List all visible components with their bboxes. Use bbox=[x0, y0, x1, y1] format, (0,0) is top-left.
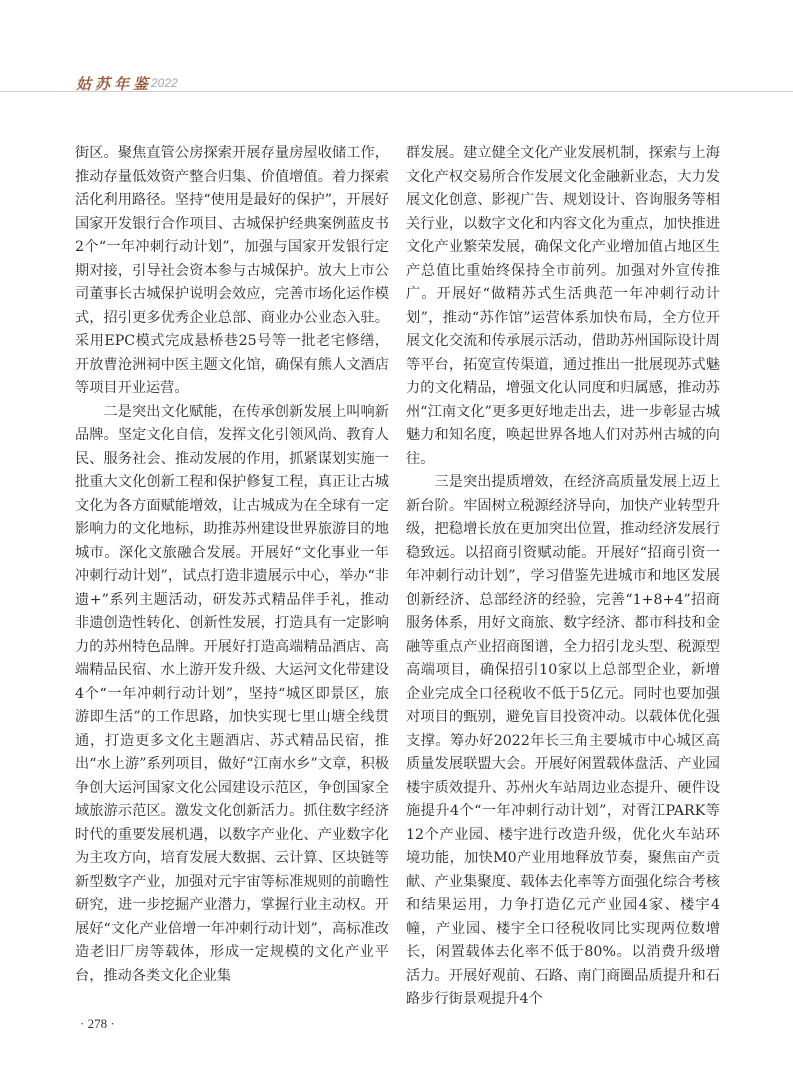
paragraph: 群发展。建立健全文化产业发展机制，探索与上海文化产权交易所合作发展文化金融新业态，大力发展文化创意、影视广告、规划设计、咨询服务等相关行业，以数字文化和内容文化为重点，加快推进文化产业繁荣发展，确保文化产业增加值占地区生产总值比重始终保持全市前列。加强对外宣传推广。开展好“做精苏式生活典范一年冲刺行动计划”，推动“苏作馆”运营体系加快布局，全方位开展文化交流和传承展示活动，借助苏州国际设计周等平台，拓宽宣传渠道，通过推出一批展现苏式魅力的文化精品，增强文化认同度和归属感，推动苏州“江南文化”更多更好地走出去，进一步彰显古城魅力和知名度，唤起世界各地人们对苏州古城的向往。 bbox=[406, 145, 720, 467]
publication-year: 2022 bbox=[151, 76, 178, 90]
paragraph: 二是突出文化赋能，在传承创新发展上叫响新品牌。坚定文化自信，发挥文化引领风尚、教育人民、服务社会、推动发展的作用，抓紧谋划实施一批重大文化创新工程和保护修复工程，真正让古城文化为各方面赋能增效，让古城成为在全球有一定影响力的文化地标，助推苏州建设世界旅游目的地城市。深化文旅融合发展。开展好“文化事业一年冲刺行动计划”，试点打造非遗展示中心，举办“非遗+”系列主题活动，研发苏式精品伴手礼，推动非遗创造性转化、创新性发展，打造具有一定影响力的苏州特色品牌。开展好打造高端精品酒店、高端精品民宿、水上游开发升级、大运河文化带建设4个“一年冲刺行动计划”，坚持“城区即景区，旅游即生活”的工作思路，加快实现七里山塘全线贯通，打造更多文化主题酒店、苏式精品民宿，推出“水上游”系列项目，做好“江南水乡”文章，积极争创大运河国家文化公园建设示范区，争创国家全域旅游示范区。激发文化创新活力。抓住数字经济时代的重要发展机遇，以数字产业化、产业数字化为主攻方向，培育发展大数据、云计算、区块链等新型数字产业，加强对元宇宙等标准规则的前瞻性研究，进一步挖掘产业潜力，掌握行业主动权。开展好“文化产业倍增一年冲刺行动计划”，高标准改造老旧厂房等载体，形成一定规模的文化产业平台，推动各类文化企业集 bbox=[75, 403, 389, 984]
right-column bbox=[406, 142, 720, 1012]
paragraph: 三是突出提质增效，在经济高质量发展上迈上新台阶。牢固树立税源经济导向，加快产业转型升级，把稳增长放在更加突出位置，推动经济发展行稳致远。以招商引资赋动能。开展好“招商引资一年冲刺行动计划”，学习借鉴先进城市和地区发展创新经济、总部经济的经验，完善“1+8+4”招商服务体系，用好文商旅、数字经济、都市科技和金融等重点产业招商图谱，全力招引龙头型、税源型高端项目，确保招引10家以上总部型企业，新增企业完成全口径税收不低于5亿元。同时也要加强对项目的甄别，避免盲目投资冲动。以载体优化强支撑。筹办好2022年长三角主要城市中心城区高质量发展联盟大会。开展好闲置载体盘活、产业园楼宇质效提升、苏州火车站周边业态提升、硬件设施提升4个“一年冲刺行动计划”，对胥江PARK等12个产业园、楼宇进行改造升级，优化火车站环境功能，加快M0产业用地释放节奏，聚焦亩产贡献、产业集聚度、载体去化率等方面强化综合考核和结果运用，力争打造亿元产业园4家、楼宇4幢，产业园、楼宇全口径税收同比实现两位数增长，闲置载体去化率不低于80%。以消费升级增活力。开展好观前、石路、南门商圈品质提升和石路步行街景观提升4个 bbox=[406, 474, 720, 1007]
paragraph: 街区。聚焦直管公房探索开展存量房屋收储工作，推动存量低效资产整合归集、价值增值。着力探索活化利用路径。坚持“使用是最好的保护”，开展好国家开发银行合作项目、古城保护经典案例蓝皮书2个“一年冲刺行动计划”，加强与国家开发银行定期对接，引导社会资本参与古城保护。放大上市公司董事长古城保护说明会效应，完善市场化运作模式，招引更多优秀企业总部、商业办公业态入驻。采用EPC模式完成悬桥巷25号等一批老宅修缮，开放曹沧洲祠中医主题文化馆，确保有熊人文酒店等项目开业运营。 bbox=[75, 145, 389, 396]
running-header bbox=[0, 0, 793, 92]
page-number: · 278 · bbox=[80, 1016, 115, 1031]
left-column bbox=[75, 142, 389, 988]
publication-title-logo: 姑苏年鉴 bbox=[76, 75, 153, 93]
